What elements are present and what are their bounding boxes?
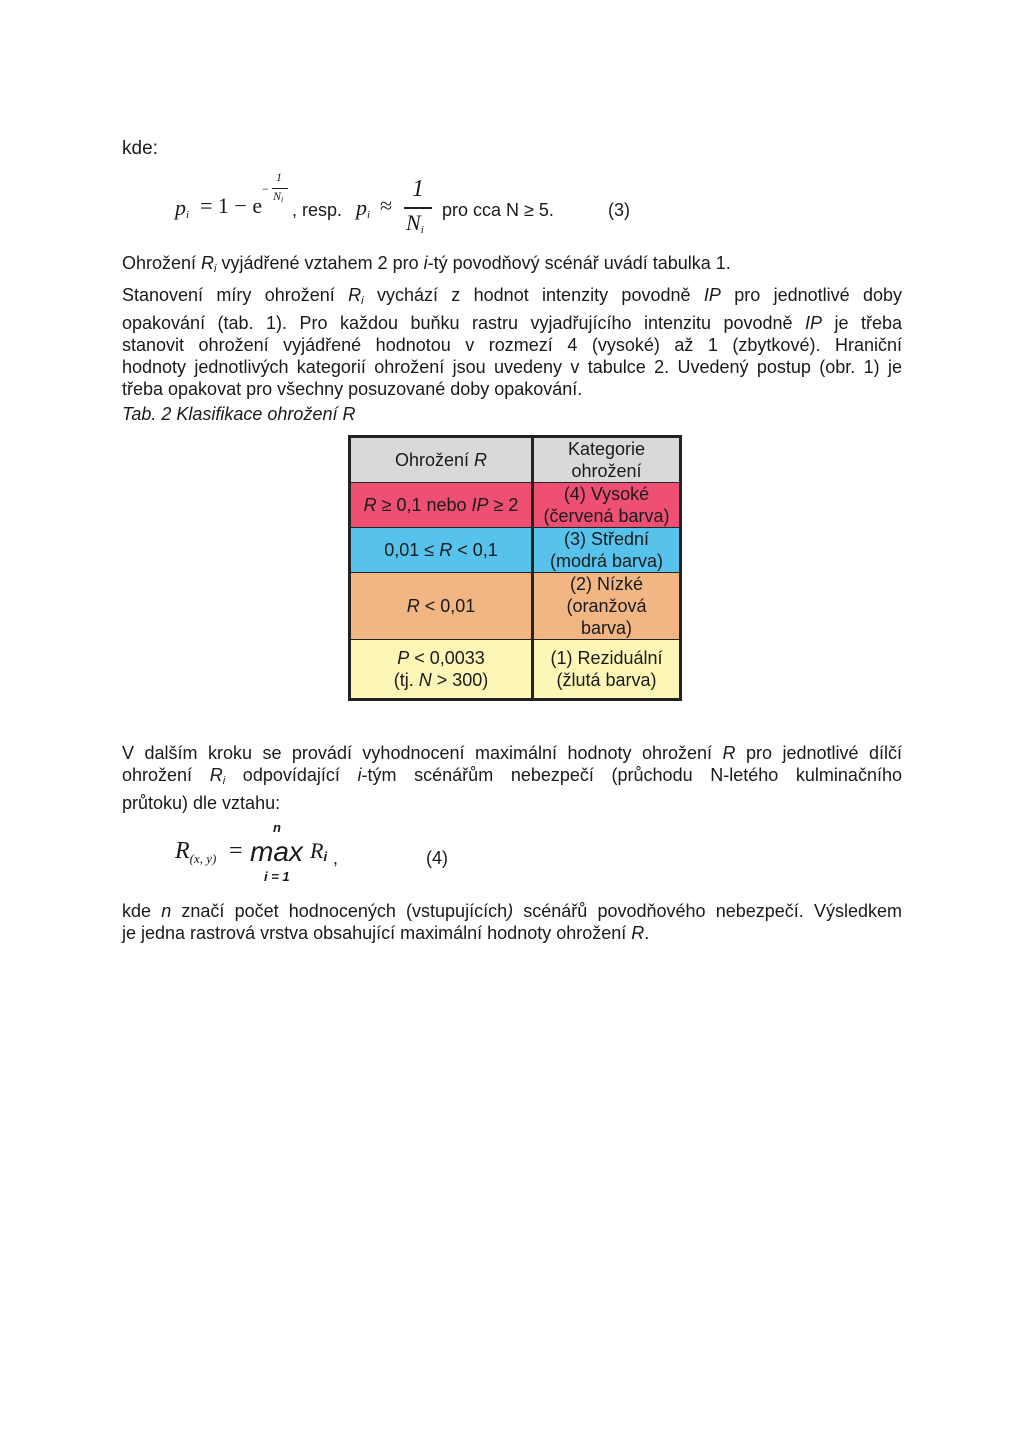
paragraph-2-line-2: opakování (tab. 1). Pro každou buňku rastru vyjadřujícího intenzitu povodně IP je třeba <box>122 313 902 333</box>
paragraph-4-line-1: kde n značí počet hodnocených (vstupujících) scénářů povodňového nebezpečí. Výsledkem <box>122 901 902 921</box>
eq3-exp-minus: − <box>262 182 269 196</box>
paragraph-2-line-5: třeba opakovat pro všechny posuzované doby opakování. <box>122 379 583 399</box>
paragraph-3 <box>122 742 902 814</box>
table-row-residual <box>350 640 681 700</box>
eq3-lhs: $p_i$ <box>175 195 190 221</box>
paragraph-4-line-2: je jedna rastrová vrstva obsahující maximální hodnoty ohrožení R. <box>122 923 650 943</box>
paragraph-3-line-3: průtoku) dle vztahu: <box>122 793 281 813</box>
eq3-exp-num: 1 <box>276 170 282 184</box>
eq4-lhs: $R_{(x, y)}$ <box>175 838 217 866</box>
cell-low-condition: R < 0,01 <box>350 573 533 640</box>
eq3-fraction-bar <box>404 207 432 209</box>
eq3-resp: , resp. <box>292 200 343 220</box>
paragraph-1: Ohrožení $R_i$ vyjádřené vztahem 2 pro i-tý povodňový scénář uvádí tabulka 1. <box>122 253 731 275</box>
cell-medium-category: (3) Střední (modrá barva) <box>533 528 681 573</box>
table-row-high <box>350 483 681 528</box>
eq3-equals: = 1 − e <box>200 193 263 218</box>
table-row-medium <box>350 528 681 573</box>
table-row-low <box>350 573 681 640</box>
cell-high-category: (4) Vysoké (červená barva) <box>533 483 681 528</box>
cell-residual-category: (1) Reziduální (žlutá barva) <box>533 640 681 700</box>
eq4-number: (4) <box>426 848 448 868</box>
eq4-R: $R_i$ <box>310 838 328 864</box>
paragraph-2-line-1: Stanovení míry ohrožení $R_i$ vychází z hodnot intenzity povodně IP pro jednotlivé doby <box>122 285 902 307</box>
eq4-bottom: i = 1 <box>264 869 290 884</box>
paragraph-2 <box>122 284 902 400</box>
eq4-equals: = <box>229 838 243 864</box>
eq3-condition: pro cca N ≥ 5. <box>442 200 554 220</box>
paragraph-2-line-3: stanovit ohrožení vyjádřené hodnotou v rozmezí 4 (vysoké) až 1 (zbytkové). Hraniční <box>122 335 902 355</box>
eq4-comma: , <box>333 848 339 868</box>
cell-medium-condition: 0,01 ≤ R < 0,1 <box>350 528 533 573</box>
paragraph-4 <box>122 900 902 944</box>
classification-table <box>348 435 682 701</box>
table-caption: Tab. 2 Klasifikace ohrožení R <box>122 404 356 424</box>
eq3-frac-num: 1 <box>412 176 424 202</box>
eq4-max: max <box>250 836 303 867</box>
paragraph-3-line-2: ohrožení $R_i$ odpovídající i-tým scénářům nebezpečí (průchodu N-letého kulminačního <box>122 765 902 787</box>
eq3-exp-den: $N_i$ <box>273 189 284 204</box>
paragraph-2-line-4: hodnoty jednotlivých kategorií ohrožení jsou uvedeny v tabulce 2. Uvedený postup (obr. 1) je <box>122 357 902 377</box>
eq4-top: n <box>273 820 281 835</box>
cell-residual-condition: P < 0,0033 (tj. N > 300) <box>350 640 533 700</box>
kde-label: kde: <box>122 138 158 159</box>
eq3-approx: ≈ <box>380 193 393 218</box>
cell-high-condition: R ≥ 0,1 nebo IP ≥ 2 <box>350 483 533 528</box>
header-category: Kategorie ohrožení <box>533 437 681 483</box>
table-header-row <box>350 437 681 483</box>
cell-low-category: (2) Nízké (oranžová barva) <box>533 573 681 640</box>
paragraph-3-line-1: V dalším kroku se provádí vyhodnocení maximální hodnoty ohrožení R pro jednotlivé dílčí <box>122 743 903 763</box>
eq3-number: (3) <box>608 200 630 220</box>
header-threat: Ohrožení R <box>350 437 533 483</box>
eq3-frac-den: $N_i$ <box>406 210 424 236</box>
eq3-p2: $p_i$ <box>356 195 371 221</box>
